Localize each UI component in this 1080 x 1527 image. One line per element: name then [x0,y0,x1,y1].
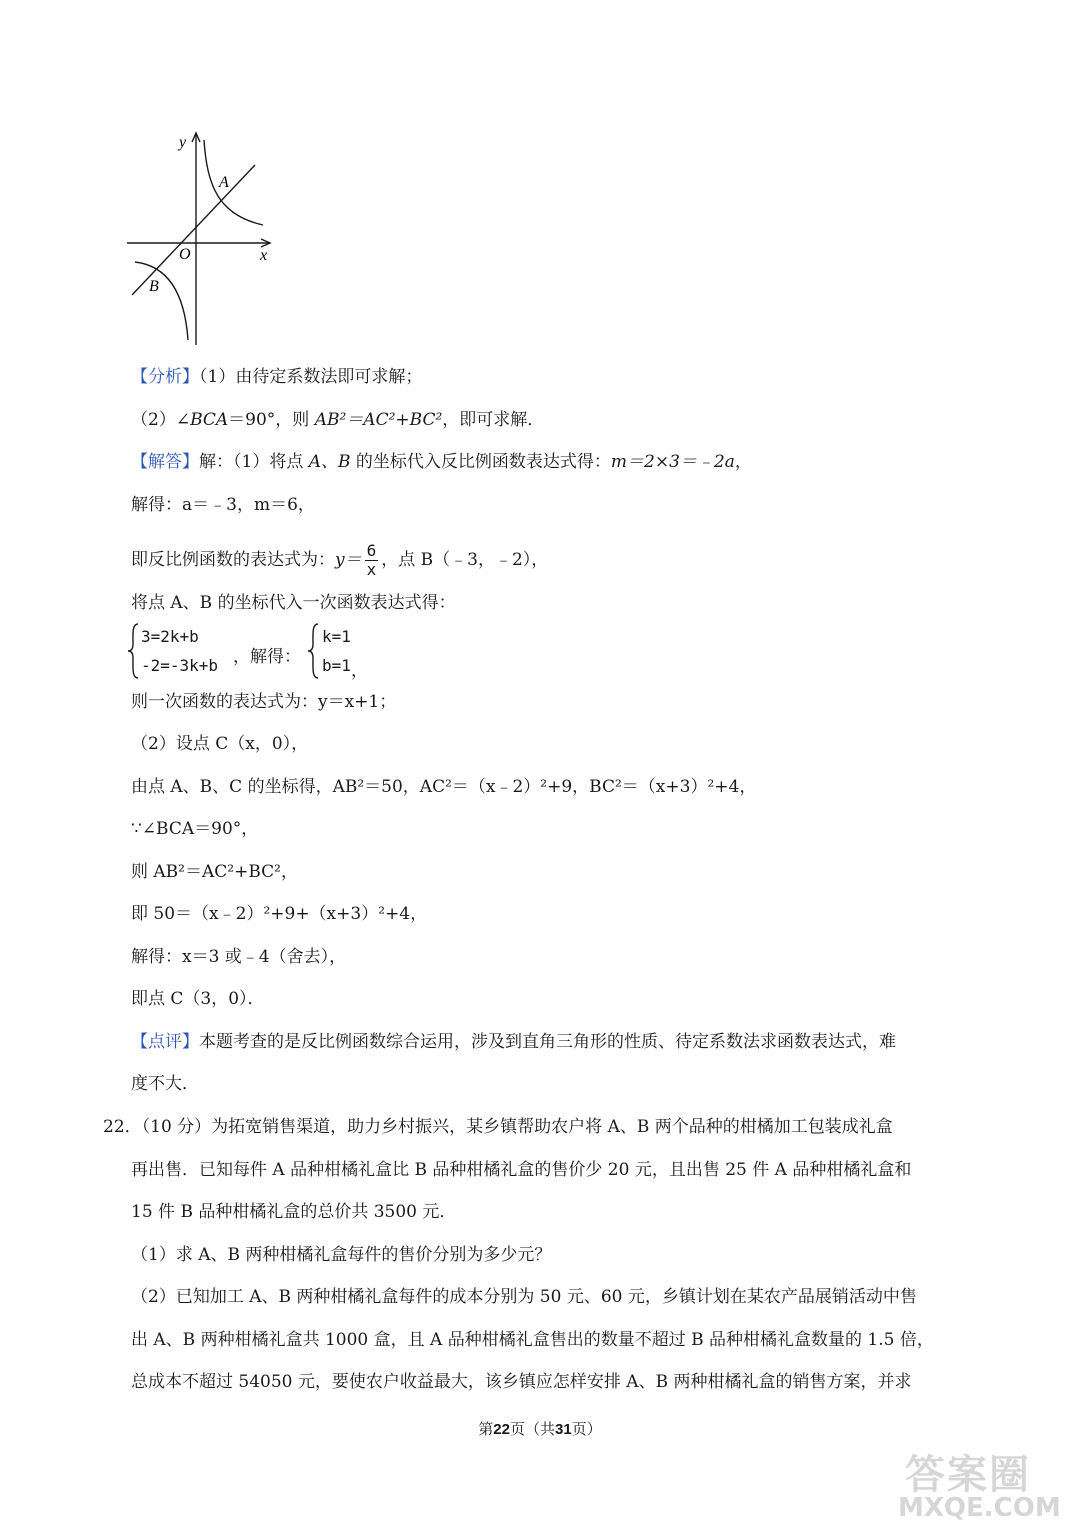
answer-line-3: 即反比例函数的表达式为：y＝ $\frac{6}{x}$ ，点 B（﹣3，﹣2）， [131,541,549,579]
equation-systems: 3=2k+b -2=-3k+b ，解得： k=1 b=1 ， [127,622,427,682]
answer-line-10: 即 50＝（x﹣2）²+9+（x+3）²+4， [131,904,428,924]
answer-line-7: 由点 A、B、C 的坐标得，AB²＝50，AC²＝（x﹣2）²+9，BC²＝（x+3）²+4， [131,777,757,797]
point-a-label: A [219,174,229,191]
watermark-logo: 答案圈 [905,1452,1031,1498]
analysis-line-2: （2）∠BCA＝90°，则 AB²＝AC²+BC²，即可求解． [131,410,545,430]
answer-line-4: 将点 A、B 的坐标代入一次函数表达式得： [131,593,456,613]
answer-line-1: 【解答】解：（1）将点 A、B 的坐标代入反比例函数表达式得：m＝2×3＝﹣2a， [131,452,752,472]
answer-line-11: 解得：x＝3 或﹣4（舍去）， [131,947,347,967]
origin-label: O [179,246,191,263]
q22-line-2: 再出售．已知每件 A 品种柑橘礼盒比 B 品种柑橘礼盒的售价少 20 元，且出售 25 件 A 品种柑橘礼盒和 [131,1160,912,1180]
watermark-site: MXQE.COM [898,1493,1061,1523]
answer-tag: 【解答】 [131,452,199,472]
comment-line-1: 【点评】本题考查的是反比例函数综合运用，涉及到直角三角形的性质、待定系数法求函数表达式，难 [131,1032,896,1052]
comment-line-2: 度不大． [131,1074,199,1094]
left-brace-1 [127,622,141,680]
x-label: x [260,247,268,264]
page-total: 31 [555,1421,572,1438]
answer-line-6: （2）设点 C（x，0）， [131,734,309,754]
analysis-line-1: 【分析】（1）由待定系数法即可求解； [131,367,423,387]
sys2-row-1: k=1 [322,627,351,646]
comment-tag: 【点评】 [131,1032,199,1052]
q22-part-2-line-3: 总成本不超过 54050 元，要使农户收益最大，该乡镇应怎样安排 A、B 两种柑橘礼盒的销售方案，并求 [131,1372,912,1392]
q22-part-1: （1）求 A、B 两种柑橘礼盒每件的售价分别为多少元？ [131,1245,552,1265]
hyperbola-branch-1 [204,140,263,225]
line-y-eq-x-plus-1 [132,165,255,295]
q22-line-3: 15 件 B 品种柑橘礼盒的总价共 3500 元． [131,1202,457,1222]
sys-mid: ，解得： [233,647,301,667]
q22-part-2-line-2: 出 A、B 两种柑橘礼盒共 1000 盒，且 A 品种柑橘礼盒售出的数量不超过 B 品种柑橘礼盒数量的 1.5 倍， [131,1330,934,1350]
sys1-row-1: 3=2k+b [141,627,199,646]
sys2-row-2: b=1 [322,656,351,675]
answer-line-8: ∵∠BCA＝90°， [131,819,259,839]
answer-line-9: 则 AB²＝AC²+BC²， [131,862,298,882]
fraction-6-over-x: $\frac{6}{x}$ [366,541,377,579]
analysis-tag: 【分析】 [131,367,199,387]
left-brace-2 [307,622,321,680]
function-graph [115,125,285,350]
sys1-row-2: -2=-3k+b [141,656,219,675]
page-number: 22 [493,1421,510,1438]
answer-line-2: 解得：a＝﹣3，m＝6， [131,495,315,515]
answer-line-12: 即点 C（3，0）． [131,989,265,1009]
q22-line-1: 22．（10 分）为拓宽销售渠道，助力乡村振兴，某乡镇帮助农户将 A、B 两个品种的柑橘加工包装成礼盒 [103,1117,893,1137]
q22-part-2-line-1: （2）已知加工 A、B 两种柑橘礼盒每件的成本分别为 50 元、60 元，乡镇计划在某农产品展销活动中售 [131,1287,917,1307]
y-label: y [179,134,187,151]
point-b-label: B [149,278,159,295]
answer-line-5: 则一次函数的表达式为：y＝x+1； [131,692,397,712]
hyperbola-branch-2 [135,262,188,340]
page-footer: 第22页（共31页） [478,1420,602,1438]
